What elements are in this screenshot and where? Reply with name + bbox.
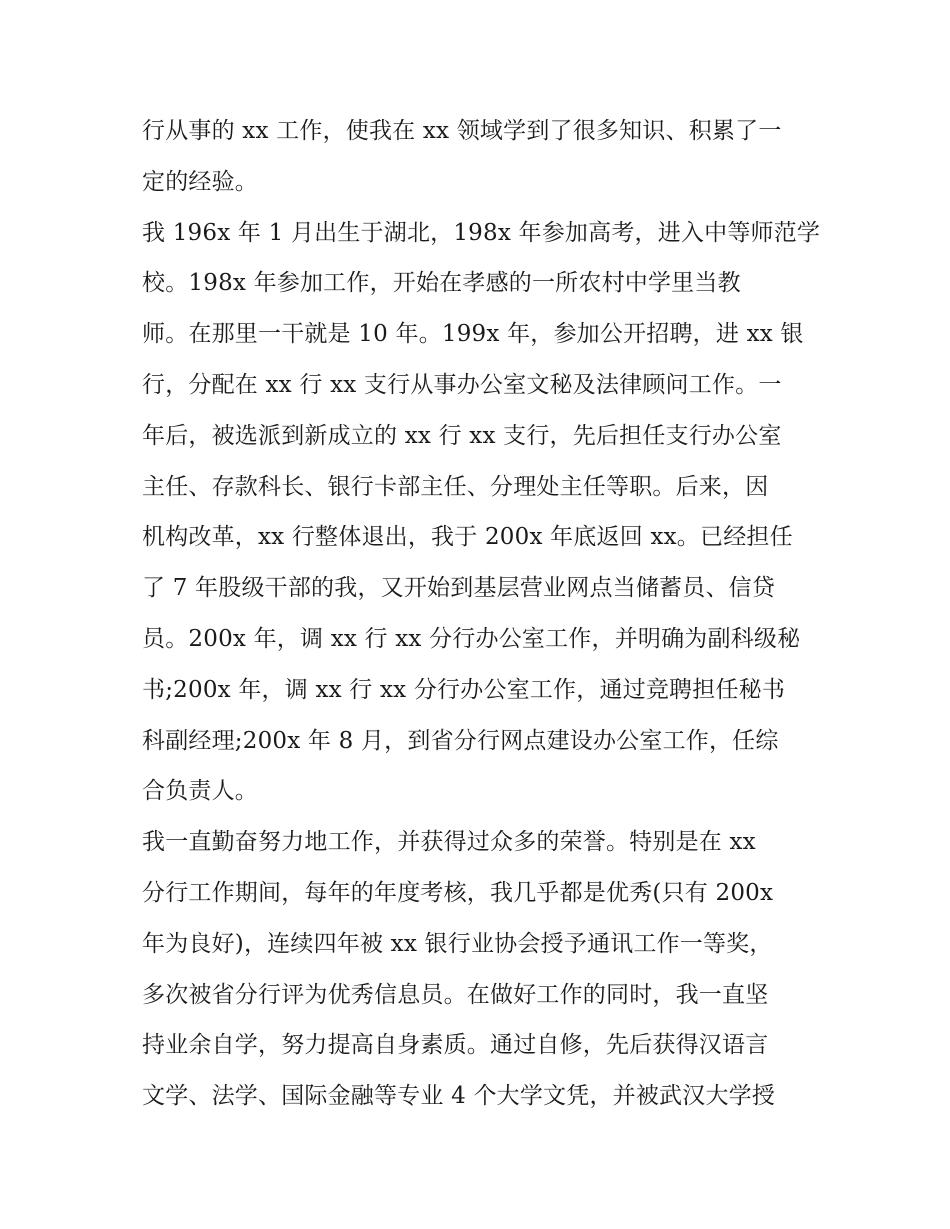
text-line: 我 196x 年 1 月出生于湖北，198x 年参加高考，进入中等师范学 bbox=[142, 219, 821, 246]
text-line: 年后，被选派到新成立的 xx 行 xx 支行，先后担任支行办公室 bbox=[142, 422, 782, 449]
text-line: 我一直勤奋努力地工作，并获得过众多的荣誉。特别是在 xx bbox=[142, 829, 756, 856]
text-line: 合负责人。 bbox=[142, 778, 258, 805]
text-line: 员。200x 年，调 xx 行 xx 分行办公室工作，并明确为副科级秘 bbox=[142, 625, 801, 652]
text-line: 科副经理;200x 年 8 月，到省分行网点建设办公室工作，任综 bbox=[142, 727, 779, 754]
text-line: 行，分配在 xx 行 xx 支行从事办公室文秘及法律顾问工作。一 bbox=[142, 371, 782, 398]
text-line: 了 7 年股级干部的我，又开始到基层营业网点当储蓄员、信贷 bbox=[142, 575, 776, 602]
document-body bbox=[142, 106, 822, 1122]
text-line: 多次被省分行评为优秀信息员。在做好工作的同时，我一直坚 bbox=[142, 981, 769, 1008]
text-line: 定的经验。 bbox=[142, 168, 258, 195]
text-line: 主任、存款科长、银行卡部主任、分理处主任等职。后来，因 bbox=[142, 473, 769, 500]
text-line: 校。198x 年参加工作，开始在孝感的一所农村中学里当教 bbox=[142, 270, 741, 297]
text-line: 文学、法学、国际金融等专业 4 个大学文凭，并被武汉大学授 bbox=[142, 1083, 776, 1110]
text-line: 书;200x 年，调 xx 行 xx 分行办公室工作，通过竞聘担任秘书 bbox=[142, 676, 786, 703]
text-line: 机构改革，xx 行整体退出，我于 200x 年底返回 xx。已经担任 bbox=[142, 524, 793, 551]
text-line: 师。在那里一干就是 10 年。199x 年，参加公开招聘，进 xx 银 bbox=[142, 321, 804, 348]
text-line: 分行工作期间，每年的年度考核，我几乎都是优秀(只有 200x bbox=[142, 879, 774, 906]
text-line: 行从事的 xx 工作，使我在 xx 领域学到了很多知识、积累了一 bbox=[142, 118, 782, 144]
text-line: 持业余自学，努力提高自身素质。通过自修，先后获得汉语言 bbox=[142, 1032, 769, 1059]
text-line: 年为良好)，连续四年被 xx 银行业协会授予通讯工作一等奖， bbox=[142, 930, 773, 957]
